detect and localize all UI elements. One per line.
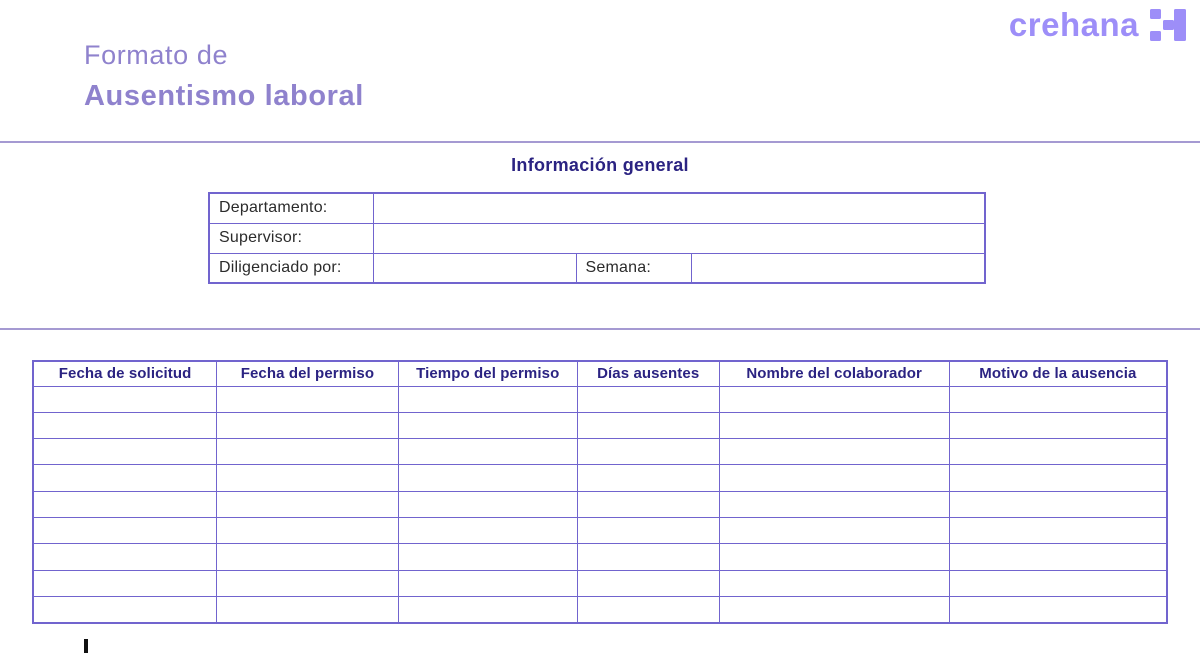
empty-cell[interactable] [719, 596, 949, 622]
empty-cell[interactable] [719, 570, 949, 596]
table-row [33, 517, 1167, 543]
page-title-line2: Ausentismo laboral [84, 80, 364, 112]
empty-cell[interactable] [949, 439, 1167, 465]
empty-cell[interactable] [217, 596, 398, 622]
table-row [33, 386, 1167, 412]
info-label-diligenciado: Diligenciado por: [209, 253, 374, 283]
crehana-logo [1009, 7, 1186, 41]
empty-cell[interactable] [33, 491, 217, 517]
empty-cell[interactable] [577, 412, 719, 438]
empty-cell[interactable] [33, 412, 217, 438]
empty-cell[interactable] [949, 544, 1167, 570]
crehana-icon [1150, 9, 1186, 41]
empty-cell[interactable] [949, 465, 1167, 491]
empty-cell[interactable] [719, 465, 949, 491]
empty-cell[interactable] [398, 517, 577, 543]
empty-cell[interactable] [33, 517, 217, 543]
info-value-semana[interactable] [692, 253, 985, 283]
table-row [33, 465, 1167, 491]
empty-cell[interactable] [33, 386, 217, 412]
empty-cell[interactable] [33, 465, 217, 491]
absence-table [32, 360, 1168, 624]
header-row [33, 361, 1167, 386]
empty-cell[interactable] [577, 517, 719, 543]
table-row [33, 491, 1167, 517]
page-title [84, 40, 364, 113]
empty-cell[interactable] [217, 544, 398, 570]
empty-cell[interactable] [719, 412, 949, 438]
empty-cell[interactable] [577, 439, 719, 465]
empty-cell[interactable] [217, 386, 398, 412]
table-row [33, 412, 1167, 438]
empty-cell[interactable] [398, 570, 577, 596]
empty-cell[interactable] [949, 412, 1167, 438]
empty-cell[interactable] [949, 570, 1167, 596]
column-header-fecha-solicitud: Fecha de solicitud [33, 361, 217, 386]
page-title-line1: Formato de [84, 40, 229, 70]
empty-cell[interactable] [398, 465, 577, 491]
crehana-logo-text: crehana [1008, 5, 1139, 43]
empty-cell[interactable] [33, 439, 217, 465]
empty-cell[interactable] [949, 386, 1167, 412]
table-row [33, 570, 1167, 596]
empty-cell[interactable] [577, 491, 719, 517]
empty-cell[interactable] [33, 596, 217, 622]
info-label-supervisor: Supervisor: [209, 223, 374, 253]
empty-cell[interactable] [577, 596, 719, 622]
empty-cell[interactable] [217, 570, 398, 596]
info-label-departamento: Departamento: [209, 193, 374, 223]
absence-table-body [33, 386, 1167, 623]
divider-top [0, 141, 1200, 143]
info-value-supervisor[interactable] [374, 223, 986, 253]
column-header-dias-ausentes: Días ausentes [577, 361, 719, 386]
empty-cell[interactable] [577, 386, 719, 412]
section-title: Información general [511, 155, 689, 175]
info-row-diligenciado [209, 253, 985, 283]
empty-cell[interactable] [398, 544, 577, 570]
empty-cell[interactable] [217, 465, 398, 491]
info-label-semana: Semana: [576, 253, 692, 283]
empty-cell[interactable] [217, 439, 398, 465]
column-header-tiempo-permiso: Tiempo del permiso [398, 361, 577, 386]
empty-cell[interactable] [217, 517, 398, 543]
table-row [33, 544, 1167, 570]
empty-cell[interactable] [217, 491, 398, 517]
info-row-departamento [209, 193, 985, 223]
empty-cell[interactable] [577, 544, 719, 570]
empty-cell[interactable] [33, 544, 217, 570]
text-caret [84, 639, 88, 653]
empty-cell[interactable] [398, 596, 577, 622]
info-value-diligenciado[interactable] [374, 253, 577, 283]
info-row-supervisor [209, 223, 985, 253]
empty-cell[interactable] [577, 465, 719, 491]
divider-middle [0, 328, 1200, 330]
empty-cell[interactable] [398, 491, 577, 517]
empty-cell[interactable] [949, 491, 1167, 517]
table-row [33, 439, 1167, 465]
empty-cell[interactable] [33, 570, 217, 596]
empty-cell[interactable] [949, 596, 1167, 622]
empty-cell[interactable] [217, 412, 398, 438]
empty-cell[interactable] [398, 439, 577, 465]
empty-cell[interactable] [719, 491, 949, 517]
empty-cell[interactable] [949, 517, 1167, 543]
empty-cell[interactable] [719, 386, 949, 412]
table-row [33, 596, 1167, 622]
empty-cell[interactable] [398, 412, 577, 438]
info-value-departamento[interactable] [374, 193, 986, 223]
column-header-fecha-permiso: Fecha del permiso [217, 361, 398, 386]
info-table [208, 192, 986, 284]
empty-cell[interactable] [719, 517, 949, 543]
empty-cell[interactable] [719, 439, 949, 465]
empty-cell[interactable] [719, 544, 949, 570]
column-header-nombre-colaborador: Nombre del colaborador [719, 361, 949, 386]
column-header-motivo-ausencia: Motivo de la ausencia [949, 361, 1167, 386]
empty-cell[interactable] [577, 570, 719, 596]
empty-cell[interactable] [398, 386, 577, 412]
